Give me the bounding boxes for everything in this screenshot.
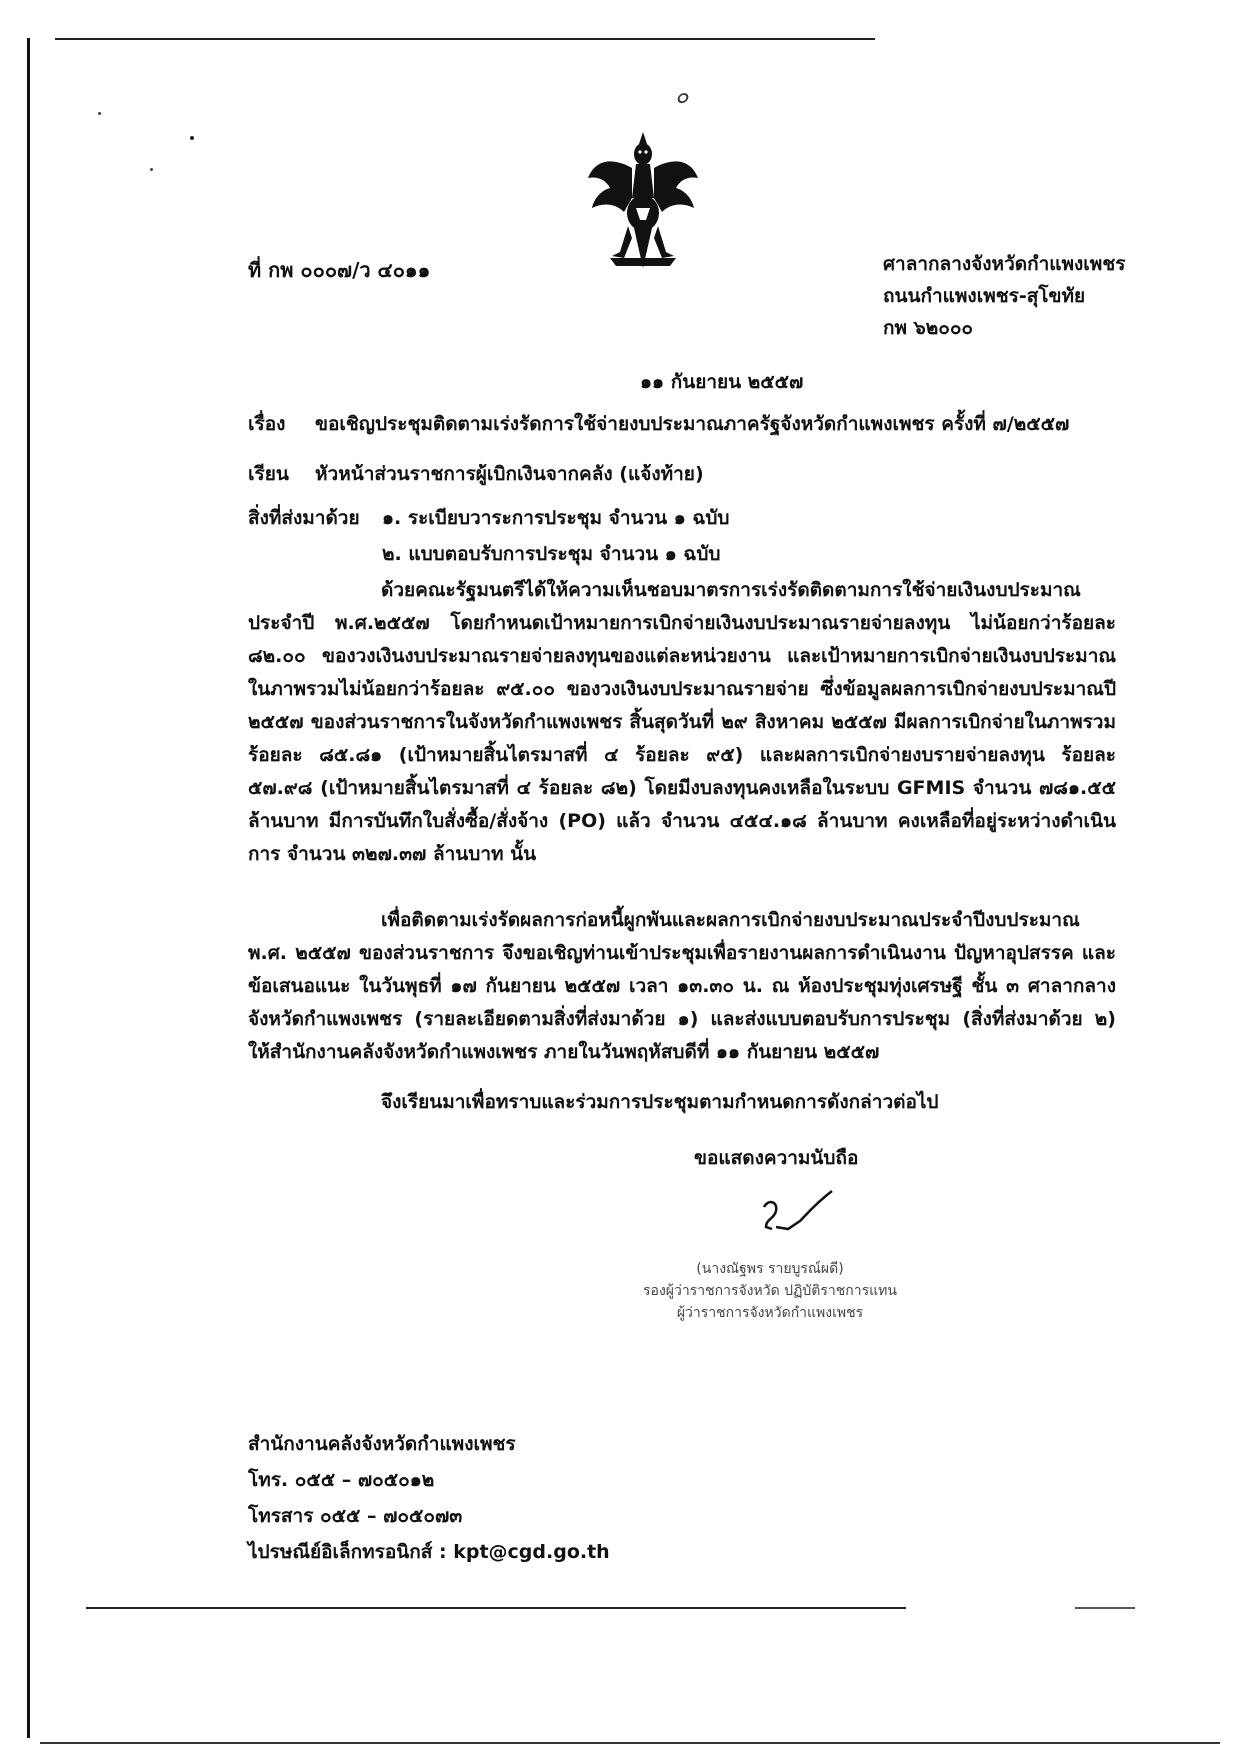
footer-contact <box>248 1426 610 1570</box>
signer-name: (นางณัฐพร รายบูรณ์ผดี) <box>696 1261 844 1277</box>
subject-label: เรื่อง <box>248 413 286 435</box>
signature-icon <box>750 1185 840 1245</box>
footer-fax: โทรสาร ๐๕๕ – ๗๐๕๐๗๓ <box>248 1505 463 1527</box>
subject-text: ขอเชิญประชุมติดตามเร่งรัดการใช้จ่ายงบประมาณภาครัฐจังหวัดกำแพงเพชร ครั้งที่ ๗/๒๕๕๗ <box>315 413 1070 435</box>
closing-line: จึงเรียนมาเพื่อทราบและร่วมการประชุมตามกำหนดการดังกล่าวต่อไป <box>381 1091 939 1113</box>
scan-speck <box>150 168 153 171</box>
regards: ขอแสดงความนับถือ <box>694 1147 859 1169</box>
page-number-mark: ๐ <box>675 84 689 109</box>
footer-office: สำนักงานคลังจังหวัดกำแพงเพชร <box>248 1433 516 1455</box>
body-paragraph-2: เพื่อติดตามเร่งรัดผลการก่อหนี้ผูกพันและผลการเบิกจ่ายงบประมาณประจำปีงบประมาณ พ.ศ. ๒๕๕๗ ของส่วนราชการ จึงขอเชิญท่านเข้าประชุมเพื่อรายงานผลการดำเนินงาน ปัญหาอุปสรรค และข้อเสนอแนะ ในวันพุธที่ ๑๗ กันยายน ๒๕๕๗ เวลา ๑๓.๓๐ น. ณ ห้องประชุมทุ่งเศรษฐี ชั้น ๓ ศาลากลางจังหวัดกำแพงเพชร (รายละเอียดตามสิ่งที่ส่งมาด้วย ๑) และส่งแบบตอบรับการประชุม (สิ่งที่ส่งมาด้วย ๒) ให้สำนักงานคลังจังหวัดกำแพงเพชร ภายในวันพฤหัสบดีที่ ๑๑ กันยายน ๒๕๕๗ <box>248 909 1116 1063</box>
to-label: เรียน <box>248 463 289 485</box>
scan-left-border <box>27 38 30 1738</box>
garuda-emblem-icon <box>584 128 702 278</box>
enclosure-item-2: ๒. แบบตอบรับการประชุม จำนวน ๑ ฉบับ <box>382 543 721 565</box>
scan-footer-line <box>40 1742 1220 1744</box>
doc-number: ที่ กพ ๐๐๐๗/ว ๔๐๑๑ <box>248 258 431 282</box>
enclosure-item-1: ๑. ระเบียบวาระการประชุม จำนวน ๑ ฉบับ <box>382 507 730 529</box>
letter-date: ๑๑ กันยายน ๒๕๕๗ <box>640 371 804 393</box>
address-line-1: ศาลากลางจังหวัดกำแพงเพชร <box>883 253 1126 275</box>
scan-bottom-line-right <box>1075 1607 1135 1609</box>
body-paragraph-1: ด้วยคณะรัฐมนตรีได้ให้ความเห็นชอบมาตรการเร่งรัดติดตามการใช้จ่ายเงินงบประมาณประจำปี พ.ศ.๒๕๕๗ โดยกำหนดเป้าหมายการเบิกจ่ายเงินงบประมาณรายจ่ายลงทุน ไม่น้อยกว่าร้อยละ ๘๒.๐๐ ของวงเงินงบประมาณรายจ่ายลงทุนของแต่ละหน่วยงาน และเป้าหมายการเบิกจ่ายเงินงบประมาณในภาพรวมไม่น้อยกว่าร้อยละ ๙๕.๐๐ ของวงเงินงบประมาณรายจ่าย ซึ่งข้อมูลผลการเบิกจ่ายงบประมาณปี ๒๕๕๗ ของส่วนราชการในจังหวัดกำแพงเพชร สิ้นสุดวันที่ ๒๙ สิงหาคม ๒๕๕๗ มีผลการเบิกจ่ายในภาพรวมร้อยละ ๘๕.๘๑ (เป้าหมายสิ้นไตรมาสที่ ๔ ร้อยละ ๙๕) และผลการเบิกจ่ายงบรายจ่ายลงทุน ร้อยละ ๕๗.๙๘ (เป้าหมายสิ้นไตรมาสที่ ๔ ร้อยละ ๘๒) โดยมีงบลงทุนคงเหลือในระบบ GFMIS จำนวน ๗๘๑.๕๕ ล้านบาท มีการบันทึกใบสั่งซื้อ/สั่งจ้าง (PO) แล้ว จำนวน ๔๕๔.๑๘ ล้านบาท คงเหลือที่อยู่ระหว่างดำเนินการ จำนวน ๓๒๗.๓๗ ล้านบาท นั้น <box>248 579 1116 865</box>
address-line-3: กพ ๖๒๐๐๐ <box>883 317 974 339</box>
signer-title-1: รองผู้ว่าราชการจังหวัด ปฏิบัติราชการแทน <box>643 1283 897 1299</box>
office-address <box>883 248 1125 344</box>
footer-phone: โทร. ๐๕๕ – ๗๐๕๐๑๒ <box>248 1469 435 1491</box>
scan-speck <box>98 112 101 115</box>
signer-title-2: ผู้ว่าราชการจังหวัดกำแพงเพชร <box>676 1305 864 1321</box>
enclosure-label: สิ่งที่ส่งมาด้วย <box>248 507 360 529</box>
to-text: หัวหน้าส่วนราชการผู้เบิกเงินจากคลัง (แจ้งท้าย) <box>315 463 704 485</box>
address-line-2: ถนนกำแพงเพชร-สุโขทัย <box>883 285 1086 307</box>
signer-block <box>540 1258 1000 1324</box>
scan-top-line <box>55 38 875 40</box>
scan-speck <box>190 136 194 140</box>
scan-bottom-line <box>86 1607 906 1609</box>
footer-email: ไปรษณีย์อิเล็กทรอนิกส์ : kpt@cgd.go.th <box>248 1541 610 1563</box>
